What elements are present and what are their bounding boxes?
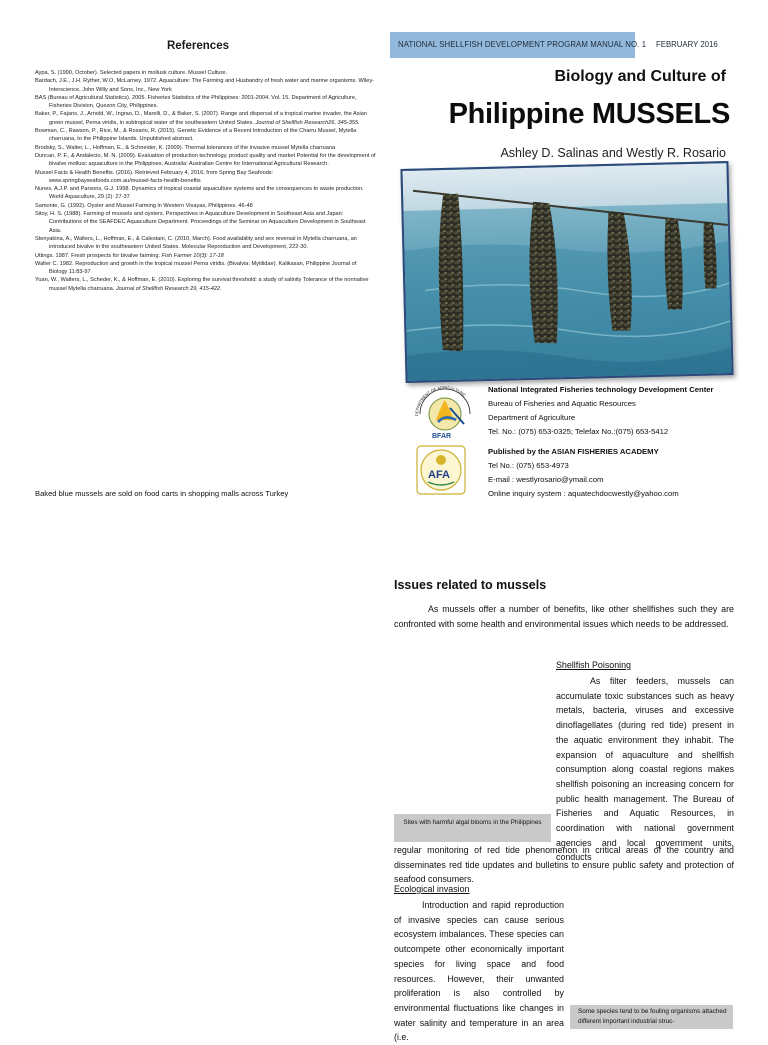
reference-item [35, 210, 376, 235]
afa-logo [412, 444, 470, 496]
reference-text: Yuan, W., Walters, L., Scheder, K., & Hoffman, E. (2010). Exploring the survival threshold: a study of salinity Tolerance of the nonnative mussel Mytella charruana. [35, 277, 369, 292]
center-contact: Tel. No.: (075) 653-0325; Telefax No.:(075) 653-5412 [488, 427, 669, 436]
hab-caption: Sites with harmful algal blooms in the Philippines [394, 814, 551, 842]
eco-paragraph: Introduction and rapid reproduction of invasive species can cause serious ecosystem imbalances. These species can outcompete other economically important species for living space and food resources. However, their unwanted proliferation is also controlled by environmental fluctuations like changes in water salinity and temperature in an area (i.e. [394, 900, 564, 1043]
reference-item [35, 110, 376, 127]
mussel-rope-photo [400, 161, 733, 383]
reference-item [35, 144, 376, 152]
reference-text: Bowman, C., Rawson, P., Rice, M., & Rosario, R. (2015). Genetic Evidence of a Recent Introduction of the Charru Mussel, Mytella charruana, to the Philippine Islands. Unpublished abstract. [35, 128, 357, 143]
reference-item [35, 252, 376, 260]
reference-text: Nunes, A.J.P. and Parsons, G.J. 1998. Dynamics of tropical coastal aquaculture systems and the consequences to waste production. World Aquaculture, 29 (2): 27-37 [35, 186, 364, 201]
eco-subheading: Ecological invasion [394, 884, 470, 894]
reference-text: Brodsky, S., Walter, L., Hoffman, E., & Schneider, K. (2009). Thermal tolerances of the invasive mussel Mytella charruana [35, 144, 336, 151]
reference-item [35, 152, 376, 169]
publisher-email: E-mail : westlyrosario@ymail.com [488, 475, 604, 484]
turkey-caption: Baked blue mussels are sold on food carts in shopping malls across Turkey [35, 489, 289, 498]
issue-date: FEBRUARY 2016 [656, 40, 718, 49]
publisher-name: Published by the ASIAN FISHERIES ACADEMY [488, 447, 659, 456]
reference-text: Sitoy, H. S. (1988). Farming of mussels and oysters. Perspectives in Aquaculture Development in Southeast Asia and Japan: Contributions of the SEAFDEC Aquaculture Department. Proceedings of the Seminar on Aquaculture Development in Southeast Asia. [35, 211, 366, 234]
reference-text: Duncan, P. F., & Andalecio, M. N. (2009). Evaluation of production technology, product quality and market Potential for the development of bivalve mollusc aquaculture in the Philippines. Australia: Australian Centre for International Agricultural Research. [35, 152, 376, 168]
intro-paragraph: As mussels offer a number of benefits, like other shellfishes such they are confronted with some health and environmental issues which needs to be addressed. [394, 604, 734, 629]
reference-item [35, 235, 376, 252]
reference-text: Baker, P., Fajans, J., Arnold, W., Ingrao, D., Marelli, D., & Baker, S. (2007). Range and dispersal of a tropical marine invader, the Asian green mussel, Perna viridis, in subtropical water of the southeastern United States. [35, 111, 367, 126]
shellfish-paragraph: As filter feeders, mussels can accumulate toxic substances such as heavy metals, bacteria, viruses and excessive dinoflagellates (during red tide) present in the aquatic environment they inhabit. The expansion of aquaculture and shellfish consumption along coastal regions makes shellfish poisoning an increasing concern for public health management. The Bureau of Fisheries and Aquatic Resources, in coordination with national government agencies and local government units, conducts [556, 676, 734, 863]
reference-text: Walter C. 1982. Reproduction and growth in the tropical mussel Perna viridis. (Bivalvia: Mytilidae). Kalikasan, Philippine Journal of Biology 11:83-97 [35, 260, 357, 276]
reference-item [35, 169, 376, 186]
shellfish-paragraph-continued: regular monitoring of red tide phenomenon in critical areas of the country and disseminates red tide updates and bulletins to ensure public safety and protection of seafood consumers. [394, 845, 734, 885]
reference-item [35, 77, 376, 94]
bureau-name: Bureau of Fisheries and Aquatic Resources [488, 399, 636, 408]
mussel-rope-illustration [402, 163, 731, 381]
reference-item [35, 94, 376, 111]
reference-item [35, 202, 376, 210]
bfar-logo [412, 384, 478, 440]
reference-journal: Journal of Shellfish Research 29, 415-422. [115, 285, 222, 292]
reference-text: Uttings. 1987. Fresh prospects for bivalve farming. [35, 252, 160, 259]
reference-text: Mussel Facts & Health Benefits. (2016). Retrieved February 4, 2016, from Spring Bay Seafoods: www.springbayseafoods.com.au/mussel-facts-health-benefits [35, 169, 274, 184]
afa-logo-text: AFA [428, 469, 450, 481]
reference-text: Aypa, S. (1990, October). Selected papers in mollusk culture. Mussel Culture. [35, 70, 228, 76]
article-heading: Issues related to mussels [394, 578, 547, 592]
reference-text: Samonte, G. (1992). Oyster and Mussel Farming in Western Visayas, Philippines. 46-48 [35, 202, 253, 209]
publisher-online: Online inquiry system : aquatechdocwestly@yahoo.com [488, 489, 679, 498]
reference-text: BAS (Bureau of Agricultural Statistics). 2005. Fisheries Statistics of the Philippines: 2001-2004. Vol. 15. Department of Agriculture, Fisheries Division, Quezon City, Philippines. [35, 94, 357, 110]
shellfish-subheading: Shellfish Poisoning [556, 660, 631, 670]
reference-item [35, 276, 376, 293]
reference-item [35, 127, 376, 144]
department-name: Department of Agriculture [488, 413, 576, 422]
da-arc-text: DEPARTMENT OF AGRICULTURE [413, 384, 467, 417]
title-line-2: Philippine MUSSELS [448, 98, 730, 130]
reference-item [35, 69, 376, 77]
reference-journal: Fish Farmer 10(3): 17-18 [161, 252, 224, 259]
reference-item [35, 185, 376, 202]
reference-item [35, 260, 376, 277]
reference-text: Bardach, J.E., J.H. Ryther, W.O, McLarney. 1972. Aquaculture: The Farming and Husbandry of fresh water and marine organisms. Wiley-Interscience, John Willy and Sons, Inc., New York [35, 78, 374, 93]
references-list [35, 69, 376, 293]
references-heading: References [166, 40, 229, 52]
bfar-logo-text: BFAR [432, 433, 452, 440]
authors: Ashley D. Salinas and Westly R. Rosario [500, 146, 726, 160]
title-line-1: Biology and Culture of [554, 68, 726, 85]
publisher-tel: Tel No.: (075) 653-4973 [488, 461, 569, 470]
series-banner: NATIONAL SHELLFISH DEVELOPMENT PROGRAM MANUAL NO. 1 [390, 32, 635, 58]
reference-text: Stenyakina, A., Walters, L., Hoffman, E., & Calestani, C. (2010, March). Food availability and sex reversal in Mytella charruana, an introduced bivalve in the southeastern United States. Molecular Reproduction and Development, 222-30. [35, 235, 357, 251]
fouling-caption: Some species tend to be fouling organisms attached different important industrial struc- [570, 1005, 733, 1029]
reference-journal: Journal of Shellfish Research26, 345-355. [255, 119, 360, 126]
center-name: National Integrated Fisheries technology Development Center [488, 385, 714, 394]
